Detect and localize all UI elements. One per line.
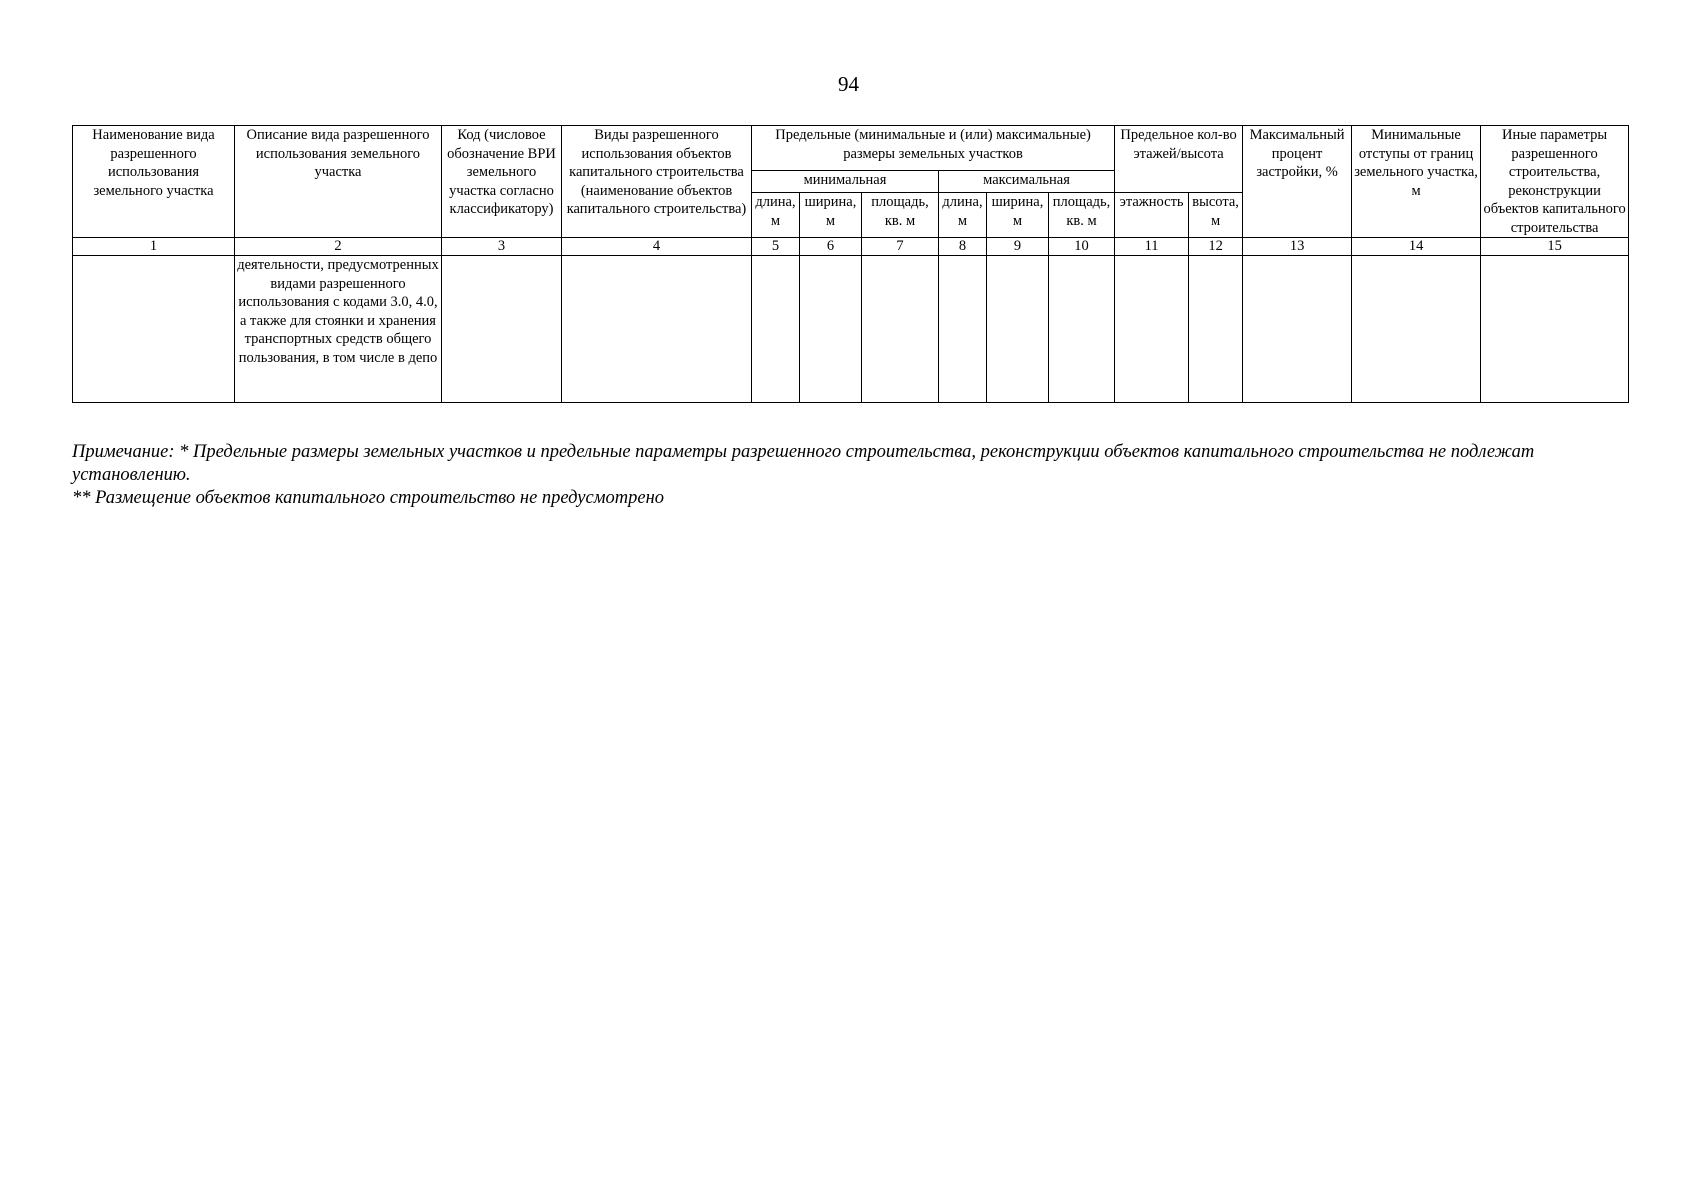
header-cell-max-width: ширина, м [987,193,1049,238]
footnote-2: ** Размещение объектов капитального строительство не предусмотрено [72,488,665,508]
header-cell-building-types: Виды разрешенного использования объектов капитального строительства (наименование объектов капитального строительства) [562,126,752,238]
header-cell-code: Код (числовое обозначение ВРИ земельного участка согласно классификатору) [442,126,562,238]
header-row-1 [73,126,1629,171]
cell-use-name [73,256,235,403]
column-number: 6 [800,238,862,256]
cell-building-types [562,256,752,403]
header-cell-use-name: Наименование вида разрешенного использования земельного участка [73,126,235,238]
cell-other-parameters [1481,256,1629,403]
column-number: 12 [1189,238,1243,256]
column-number: 11 [1115,238,1189,256]
column-number: 15 [1481,238,1629,256]
header-cell-max-length: длина, м [939,193,987,238]
cell-min-area [862,256,939,403]
cell-max-length [939,256,987,403]
column-number: 8 [939,238,987,256]
cell-floors [1115,256,1189,403]
header-cell-use-description: Описание вида разрешенного использования земельного участка [235,126,442,238]
cell-max-area [1049,256,1115,403]
column-number: 13 [1243,238,1352,256]
table-row [73,256,1629,403]
cell-min-length [752,256,800,403]
cell-min-width [800,256,862,403]
footnote-1: Примечание: * Предельные размеры земельных участков и предельные параметры разрешенного строительства, реконструкции объектов капитального строительства не подлежат установлению. [72,442,1535,485]
column-number: 2 [235,238,442,256]
header-cell-max-area: площадь, кв. м [1049,193,1115,238]
column-number: 3 [442,238,562,256]
cell-code [442,256,562,403]
cell-min-setbacks [1352,256,1481,403]
column-number-row [73,238,1629,256]
cell-max-width [987,256,1049,403]
column-number: 10 [1049,238,1115,256]
header-cell-other-parameters: Иные параметры разрешенного строительства, реконструкции объектов капитального строительства [1481,126,1629,238]
column-number: 4 [562,238,752,256]
cell-height [1189,256,1243,403]
header-cell-floors-height: Предельное кол-во этажей/высота [1115,126,1243,193]
column-number: 5 [752,238,800,256]
header-cell-min-width: ширина, м [800,193,862,238]
header-cell-min-setbacks: Минимальные отступы от границ земельного участка, м [1352,126,1481,238]
header-cell-min-length: длина, м [752,193,800,238]
header-cell-minimum: минимальная [752,170,939,193]
cell-max-building-percent [1243,256,1352,403]
header-cell-min-area: площадь, кв. м [862,193,939,238]
column-number: 14 [1352,238,1481,256]
zoning-parameters-table [72,125,1629,403]
footnotes [72,441,1602,510]
header-cell-plot-size-limits: Предельные (минимальные и (или) максимальные) размеры земельных участков [752,126,1115,171]
cell-use-description: деятельности, предусмотренных видами разрешенного использования с кодами 3.0, 4.0, а также для стоянки и хранения транспортных средств общего пользования, в том числе в депо [235,256,442,403]
header-cell-maximum: максимальная [939,170,1115,193]
column-number: 1 [73,238,235,256]
header-cell-max-building-percent: Максимальный процент застройки, % [1243,126,1352,238]
page-number: 94 [838,72,859,96]
column-number: 9 [987,238,1049,256]
header-cell-floors: этажность [1115,193,1189,238]
header-cell-height: высота, м [1189,193,1243,238]
column-number: 7 [862,238,939,256]
